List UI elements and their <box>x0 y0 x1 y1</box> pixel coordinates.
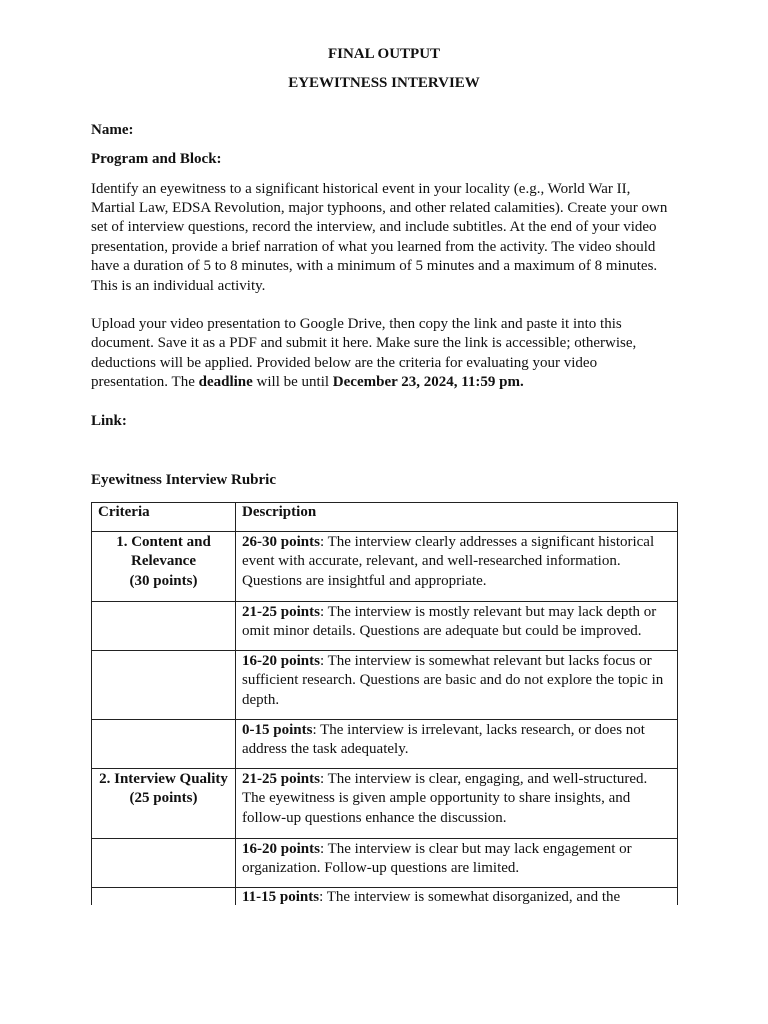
table-row <box>92 532 678 602</box>
table-row <box>92 839 678 888</box>
deadline-date: December 23, 2024, 11:59 pm. <box>332 374 524 391</box>
criteria-cell-empty <box>92 888 236 906</box>
score-description: : The interview is somewhat disorganized, and the <box>319 889 621 905</box>
criteria-cell-empty <box>92 839 236 888</box>
instructions-paragraph-2 <box>91 315 677 393</box>
table-header-row <box>92 503 678 532</box>
criteria-cell-empty <box>92 720 236 769</box>
score-description: : The interview clearly addresses a significant historical event with accurate, relevant, and well-researched information. Questions are insightful and appropriate. <box>242 534 655 589</box>
description-cell <box>236 769 678 839</box>
score-range: 21-25 points <box>242 771 320 787</box>
instructions-text: Upload your video presentation to Google Drive, then copy the link and paste it into this document. Save it as a PDF and submit it here. Make sure the link is accessible; otherwise, deductions will be applied. Provided below are the criteria for evaluating your video presentation. The <box>91 316 637 391</box>
deadline-word: deadline <box>198 374 253 391</box>
criteria-name: 1. Content and Relevance <box>116 534 211 570</box>
score-range: 21-25 points <box>242 604 320 620</box>
score-range: 11-15 points <box>242 889 320 905</box>
criteria-cell-empty <box>92 651 236 720</box>
criteria-cell <box>92 532 236 602</box>
criteria-header: Criteria <box>92 503 236 532</box>
score-description: : The interview is mostly relevant but may lack depth or omit minor details. Questions are adequate but could be improved. <box>242 604 657 640</box>
rubric-title: Eyewitness Interview Rubric <box>91 472 276 489</box>
score-range: 0-15 points <box>242 722 313 738</box>
description-cell <box>236 888 678 906</box>
table-row <box>92 720 678 769</box>
description-cell <box>236 651 678 720</box>
rubric-table <box>91 502 678 905</box>
table-row <box>92 888 678 906</box>
score-description: : The interview is irrelevant, lacks research, or does not address the task adequately. <box>242 722 645 758</box>
link-label: Link: <box>91 412 127 429</box>
description-cell <box>236 602 678 651</box>
document-page <box>91 45 677 491</box>
criteria-cell-empty <box>92 602 236 651</box>
table-row <box>92 602 678 651</box>
description-cell <box>236 720 678 769</box>
score-range: 16-20 points <box>242 653 320 669</box>
program-block-label: Program and Block: <box>91 151 222 168</box>
criteria-cell <box>92 769 236 839</box>
criteria-points: (25 points) <box>129 790 198 807</box>
score-range: 16-20 points <box>242 841 320 857</box>
instructions-text: will be until <box>252 374 333 391</box>
score-description: : The interview is clear, engaging, and well-structured. The eyewitness is given ample opportunity to share insights, and follow-up questions enhance the discussion. <box>242 771 648 826</box>
rubric-table-container <box>91 502 679 905</box>
instructions-paragraph-1: Identify an eyewitness to a significant historical event in your locality (e.g., World War II, Martial Law, EDSA Revolution, major typhoons, and other related calamities). Create your own set of interview questions, record the interview, and include subtitles. At the end of your video presentation, provide a brief narration of what you learned from the activity. The video should have a duration of 5 to 8 minutes, with a minimum of 5 minutes and a maximum of 8 minutes. This is an individual activity. <box>91 180 668 294</box>
name-label: Name: <box>91 121 134 138</box>
criteria-points: (30 points) <box>129 572 198 589</box>
description-header: Description <box>236 503 678 532</box>
table-row <box>92 769 678 839</box>
document-subtitle: EYEWITNESS INTERVIEW <box>288 75 480 92</box>
description-cell <box>236 532 678 602</box>
document-title: FINAL OUTPUT <box>327 46 441 62</box>
score-description: : The interview is clear but may lack engagement or organization. Follow-up questions are limited. <box>242 841 632 877</box>
description-cell <box>236 839 678 888</box>
criteria-name: 2. Interview Quality <box>99 771 228 787</box>
table-row <box>92 651 678 720</box>
score-range: 26-30 points <box>242 534 320 550</box>
score-description: : The interview is somewhat relevant but lacks focus or sufficient research. Questions are basic and do not explore the topic in depth. <box>242 653 664 708</box>
